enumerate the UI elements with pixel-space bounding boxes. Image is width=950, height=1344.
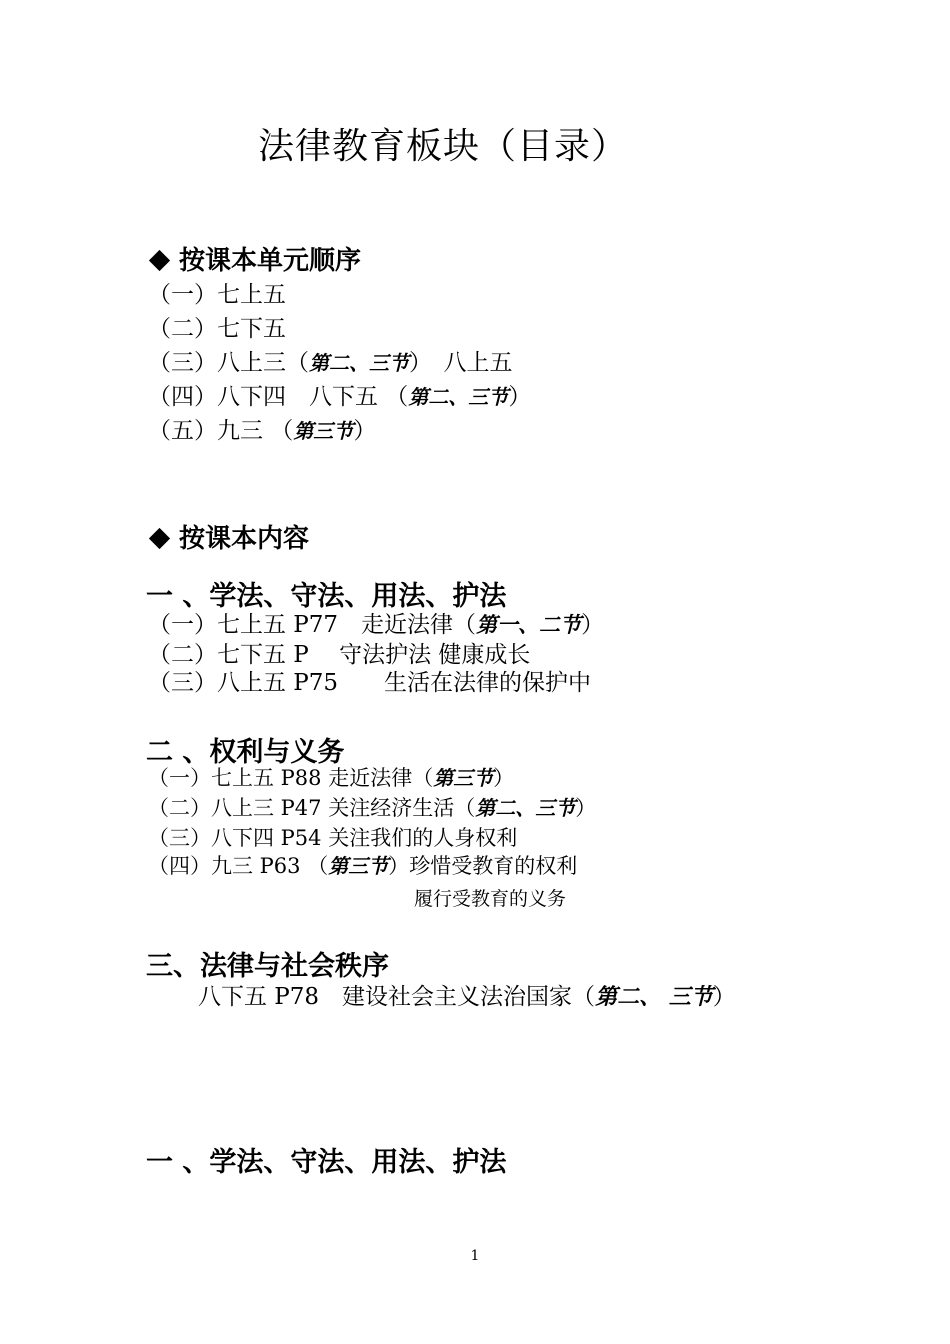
order-item	[148, 344, 513, 377]
content-heading-label: 按课本内容	[179, 524, 310, 554]
order-item	[148, 412, 376, 445]
section-note: 第三节	[328, 854, 389, 878]
part1-item	[148, 606, 604, 639]
diamond-bullet-icon	[149, 527, 170, 548]
order-heading	[146, 240, 361, 277]
part2-item-tail: ）	[493, 766, 515, 790]
part2-item	[148, 850, 577, 880]
order-item-text: （三）八上三（	[148, 350, 309, 376]
part2-item-text: （三）八下四 P54 关注我们的人身权利	[148, 826, 518, 850]
part2-heading: 二 、权利与义务	[146, 737, 345, 768]
part1-item-text: （二）七下五 P 守法护法 健康成长	[148, 642, 531, 668]
part1-heading: 一 、学法、守法、用法、护法	[146, 581, 507, 612]
part2-item-tail: ）	[575, 796, 597, 820]
diamond-bullet-icon	[149, 249, 170, 270]
part3-item-tail: ）	[712, 984, 736, 1010]
order-item	[148, 310, 286, 343]
order-item-tail: ） 八上五	[409, 350, 513, 376]
section-note: 第二、 三节	[595, 984, 713, 1010]
part3-item	[198, 978, 736, 1011]
order-item	[148, 276, 286, 309]
order-item-tail: ）	[353, 418, 377, 444]
part1-item-text: （一）七上五 P77 走近法律（	[148, 612, 477, 638]
part2-item-text: （一）七上五 P88 走近法律（	[148, 766, 434, 790]
order-item-text: （一）七上五	[148, 282, 286, 308]
part1-item-tail: ）	[581, 612, 605, 638]
order-item-tail: ）	[508, 384, 532, 410]
section-note: 第一、二节	[476, 612, 582, 637]
page-number: 1	[470, 1248, 480, 1264]
part1-item	[148, 664, 591, 697]
order-item-text: （二）七下五	[148, 316, 286, 342]
order-item	[148, 378, 531, 411]
part2-item-tail: ）珍惜受教育的权利	[388, 854, 578, 878]
order-heading-label: 按课本单元顺序	[179, 246, 362, 276]
section-note: 第二、三节	[475, 796, 576, 820]
part2-item	[148, 792, 596, 822]
order-item-text: （五）九三 （	[148, 418, 294, 444]
section-note: 第二、三节	[408, 385, 509, 409]
part2-item	[148, 822, 517, 852]
part1-repeat-heading: 一 、学法、守法、用法、护法	[146, 1147, 507, 1178]
section-note: 第二、三节	[309, 351, 409, 375]
part2-item-text: （四）九三 P63 （	[148, 854, 329, 878]
content-heading	[146, 518, 309, 555]
section-note: 第三节	[293, 419, 354, 443]
page-title: 法律教育板块（目录）	[258, 126, 629, 167]
part1-item-text: （三）八上五 P75 生活在法律的保护中	[148, 670, 592, 696]
order-item-text: （四）八下四 八下五 （	[148, 384, 409, 410]
section-note: 第三节	[433, 766, 494, 790]
part2-continuation: 履行受教育的义务	[414, 888, 567, 910]
part2-item	[148, 762, 514, 792]
part3-item-text: 八下五 P78 建设社会主义法治国家（	[198, 984, 596, 1010]
part3-heading: 三、法律与社会秩序	[146, 951, 389, 982]
part2-item-text: （二）八上三 P47 关注经济生活（	[148, 796, 476, 820]
